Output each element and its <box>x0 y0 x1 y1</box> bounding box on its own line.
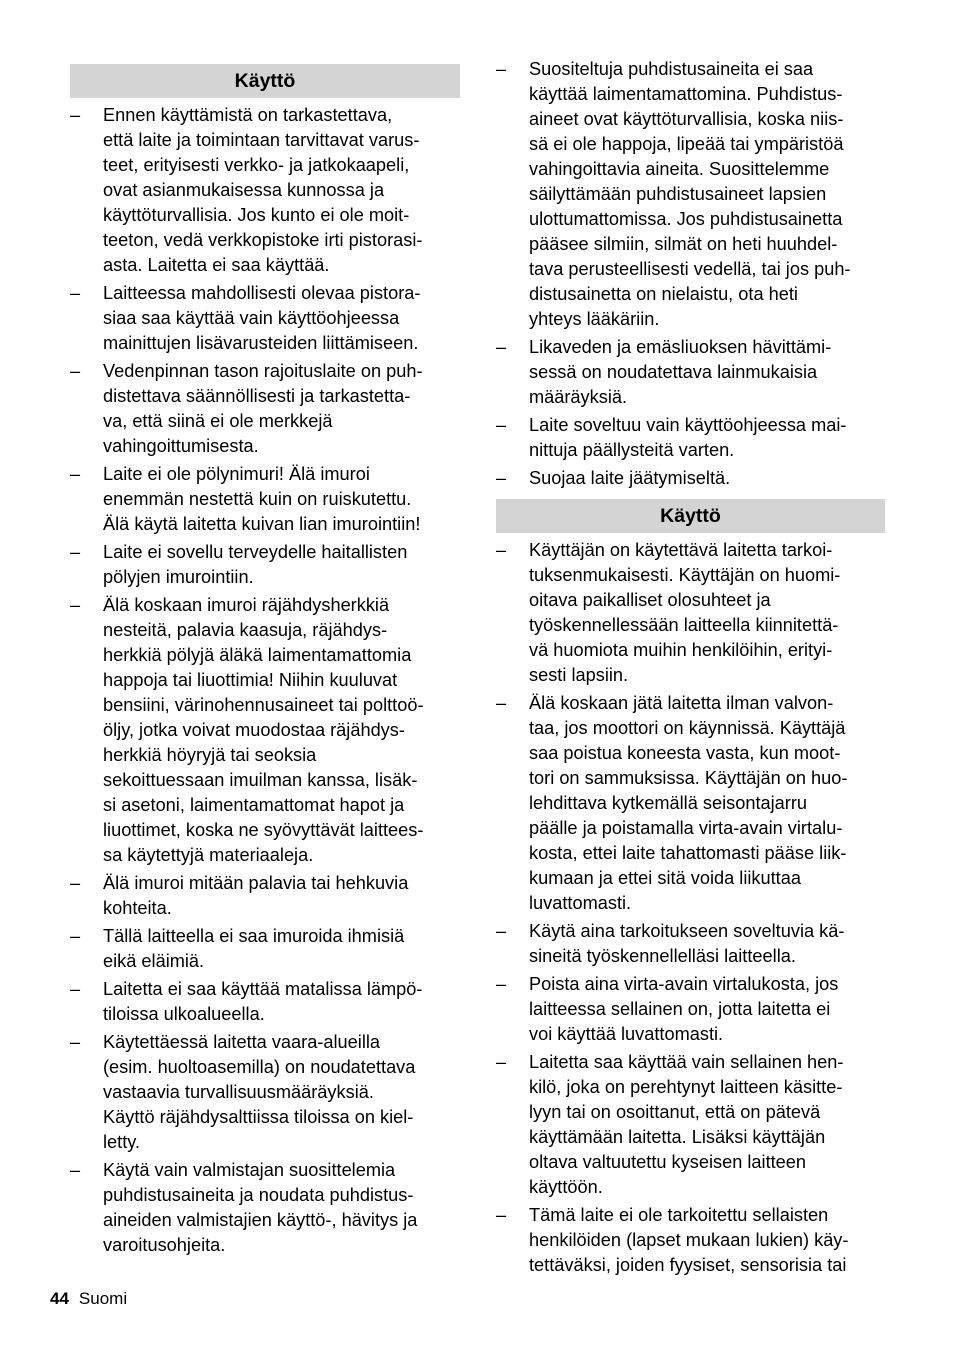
list-item-text-line: liuottimet, koska ne syövyttävät laittees- <box>103 820 424 840</box>
list-item-text-line: distusainetta on nielaistu, ota heti <box>529 284 798 304</box>
list-item <box>496 691 885 916</box>
list-item-text-line: varoitusohjeita. <box>103 1235 226 1255</box>
list-item-text-line: Suositeltuja puhdistusaineita ei saa <box>529 59 814 79</box>
list-item-text-line: käyttämään laitetta. Lisäksi käyttäjän <box>529 1127 826 1147</box>
list-item-text-line: tiloissa ulkoalueella. <box>103 1004 265 1024</box>
footer-language: Suomi <box>78 1289 128 1308</box>
right-bullet-list-top <box>496 57 885 491</box>
list-item-text-line: Laitetta ei saa käyttää matalissa lämpö- <box>103 979 423 999</box>
bullet-dash: – <box>70 464 81 484</box>
list-item-text-line: sesti lapsiin. <box>529 665 629 685</box>
bullet-dash: – <box>496 540 507 560</box>
list-item-text-line: ovat asianmukaisessa kunnossa ja <box>103 180 385 200</box>
bullet-dash: – <box>70 595 81 615</box>
bullet-dash: – <box>496 974 507 994</box>
bullet-dash: – <box>70 926 81 946</box>
list-item-text-line: si asetoni, laimentamattomat hapot ja <box>103 795 405 815</box>
list-item-text-line: bensiini, värinohennusaineet tai polttoö- <box>103 695 424 715</box>
bullet-dash: – <box>496 921 507 941</box>
list-item-text-line: Älä imuroi mitään palavia tai hehkuvia <box>103 873 409 893</box>
list-item <box>70 103 460 278</box>
left-column <box>70 64 460 1261</box>
list-item-text-line: päälle ja poistamalla virta-avain virtalu- <box>529 818 843 838</box>
list-item-text-line: mainittujen lisävarusteiden liittämiseen. <box>103 333 419 353</box>
bullet-dash: – <box>496 59 507 79</box>
list-item <box>496 972 885 1047</box>
list-item-text-line: sineitä työskennellelläsi laitteella. <box>529 946 796 966</box>
list-item-text-line: letty. <box>103 1132 141 1152</box>
list-item <box>496 413 885 463</box>
bullet-dash: – <box>496 1205 507 1225</box>
bullet-dash: – <box>70 361 81 381</box>
list-item-text-line: aineiden valmistajien käyttö-, hävitys ja <box>103 1210 418 1230</box>
bullet-dash: – <box>70 979 81 999</box>
list-item-text-line: Käytä aina tarkoitukseen soveltuvia kä- <box>529 921 845 941</box>
list-item-text-line: tori on sammuksissa. Käyttäjän on huo- <box>529 768 848 788</box>
list-item <box>70 359 460 459</box>
bullet-dash: – <box>70 542 81 562</box>
list-item-text-line: Käytettäessä laitetta vaara-alueilla <box>103 1032 381 1052</box>
list-item <box>496 466 885 491</box>
list-item <box>496 538 885 688</box>
list-item-text-line: teet, erityisesti verkko- ja jatkokaapeli, <box>103 155 410 175</box>
list-item-text-line: sekoittuessaan imuilman kanssa, lisäk- <box>103 770 418 790</box>
list-item-text-line: eikä eläimiä. <box>103 951 205 971</box>
list-item-text-line: Vedenpinnan tason rajoituslaite on puh- <box>103 361 423 381</box>
section-heading-kaytto-1: Käyttö <box>70 64 460 98</box>
list-item-text-line: sä ei ole happoja, lipeää tai ympäristöä <box>529 134 844 154</box>
list-item-text-line: teeton, vedä verkkopistoke irti pistorasi- <box>103 230 423 250</box>
list-item-text-line: vahingoittumisesta. <box>103 436 259 456</box>
list-item <box>70 871 460 921</box>
list-item-text-line: Laitetta saa käyttää vain sellainen hen- <box>529 1052 844 1072</box>
list-item-text-line: Älä koskaan jätä laitetta ilman valvon- <box>529 693 834 713</box>
left-bullet-list <box>70 103 460 1258</box>
list-item <box>70 1158 460 1258</box>
list-item-text-line: Käyttäjän on käytettävä laitetta tarkoi- <box>529 540 833 560</box>
list-item-text-line: tettäväksi, joiden fyysiset, sensorisia tai <box>529 1255 847 1275</box>
list-item-text-line: kumaan ja ettei sitä voida liikuttaa <box>529 868 801 888</box>
right-column <box>496 57 885 1281</box>
list-item-text-line: voi käyttää luvattomasti. <box>529 1024 724 1044</box>
bullet-dash: – <box>496 415 507 435</box>
list-item-text-line: että laite ja toimintaan tarvittavat varus- <box>103 130 420 150</box>
list-item-text-line: määräyksiä. <box>529 387 628 407</box>
list-item <box>496 335 885 410</box>
list-item-text-line: puhdistusaineita ja noudata puhdistus- <box>103 1185 414 1205</box>
list-item <box>70 924 460 974</box>
list-item <box>70 281 460 356</box>
list-item-text-line: laitteessa sellainen on, jotta laitetta ei <box>529 999 831 1019</box>
list-item-text-line: käyttöön. <box>529 1177 603 1197</box>
list-item-text-line: Ennen käyttämistä on tarkastettava, <box>103 105 393 125</box>
list-item <box>70 540 460 590</box>
list-item-text-line: Laite ei sovellu terveydelle haitallisten <box>103 542 408 562</box>
list-item-text-line: vahingoittavia aineita. Suosittelemme <box>529 159 830 179</box>
bullet-dash: – <box>70 873 81 893</box>
bullet-dash: – <box>70 105 81 125</box>
list-item-text-line: tava perusteellisesti vedellä, tai jos puh- <box>529 259 851 279</box>
list-item-text-line: oltava valtuutettu kyseisen laitteen <box>529 1152 807 1172</box>
list-item-text-line: säilyttämään puhdistusaineet lapsien <box>529 184 827 204</box>
list-item <box>70 1030 460 1155</box>
list-item-text-line: Poista aina virta-avain virtalukosta, jos <box>529 974 839 994</box>
list-item-text-line: happoja tai liuottimia! Niihin kuuluvat <box>103 670 398 690</box>
bullet-dash: – <box>496 693 507 713</box>
list-item <box>496 1050 885 1200</box>
list-item <box>496 919 885 969</box>
list-item-text-line: lyyn tai on osoittanut, että on pätevä <box>529 1102 821 1122</box>
list-item-text-line: taa, jos moottori on käynnissä. Käyttäjä <box>529 718 846 738</box>
list-item-text-line: sessä on noudatettava lainmukaisia <box>529 362 818 382</box>
list-item-text-line: Suojaa laite jäätymiseltä. <box>529 468 731 488</box>
list-item-text-line: (esim. huoltoasemilla) on noudatettava <box>103 1057 416 1077</box>
list-item <box>70 462 460 537</box>
list-item-text-line: kilö, joka on perehtynyt laitteen käsitte- <box>529 1077 843 1097</box>
list-item-text-line: va, että siinä ei ole merkkejä <box>103 411 333 431</box>
list-item-text-line: vastaavia turvallisuusmääräyksiä. <box>103 1082 374 1102</box>
list-item-text-line: kohteita. <box>103 898 172 918</box>
bullet-dash: – <box>496 468 507 488</box>
list-item <box>70 977 460 1027</box>
list-item <box>70 593 460 868</box>
list-item <box>496 57 885 332</box>
list-item-text-line: käyttöturvallisia. Jos kunto ei ole moit- <box>103 205 410 225</box>
list-item-text-line: Likaveden ja emäsliuoksen hävittämi- <box>529 337 832 357</box>
list-item-text-line: työskennellessään laitteella kiinnitettä- <box>529 615 839 635</box>
list-item-text-line: henkilöiden (lapset mukaan lukien) käy- <box>529 1230 849 1250</box>
list-item-text-line: saa poistua koneesta vasta, kun moot- <box>529 743 841 763</box>
list-item-text-line: asta. Laitetta ei saa käyttää. <box>103 255 330 275</box>
bullet-dash: – <box>70 1032 81 1052</box>
list-item-text-line: oitava paikalliset olosuhteet ja <box>529 590 771 610</box>
list-item-text-line: käyttää laimentamattomina. Puhdistus- <box>529 84 843 104</box>
list-item-text-line: nesteitä, palavia kaasuja, räjähdys- <box>103 620 388 640</box>
bullet-dash: – <box>496 1052 507 1072</box>
list-item-text-line: enemmän nestettä kuin on ruiskutettu. <box>103 489 412 509</box>
list-item-text-line: Laitteessa mahdollisesti olevaa pistora- <box>103 283 421 303</box>
list-item-text-line: Käyttö räjähdysalttiissa tiloissa on kiel- <box>103 1107 414 1127</box>
list-item-text-line: Laite soveltuu vain käyttöohjeessa mai- <box>529 415 847 435</box>
list-item-text-line: pölyjen imurointiin. <box>103 567 254 587</box>
section-heading-kaytto-2: Käyttö <box>496 499 885 533</box>
list-item-text-line: nittuja päällysteitä varten. <box>529 440 735 460</box>
list-item-text-line: pääsee silmiin, silmät on heti huuhdel- <box>529 234 838 254</box>
list-item-text-line: aineet ovat käyttöturvallisia, koska niis- <box>529 109 844 129</box>
list-item-text-line: yhteys lääkäriin. <box>529 309 660 329</box>
list-item <box>496 1203 885 1278</box>
list-item-text-line: Älä käytä laitetta kuivan lian imurointiin! <box>103 514 421 534</box>
list-item-text-line: Tällä laitteella ei saa imuroida ihmisiä <box>103 926 405 946</box>
list-item-text-line: Käytä vain valmistajan suosittelemia <box>103 1160 396 1180</box>
page-footer <box>50 1289 127 1309</box>
right-bullet-list-bottom <box>496 538 885 1278</box>
list-item-text-line: herkkiä höyryjä tai seoksia <box>103 745 317 765</box>
bullet-dash: – <box>70 1160 81 1180</box>
page-number: 44 <box>50 1289 69 1308</box>
list-item-text-line: tuksenmukaisesti. Käyttäjän on huomi- <box>529 565 841 585</box>
list-item-text-line: Tämä laite ei ole tarkoitettu sellaisten <box>529 1205 829 1225</box>
list-item-text-line: luvattomasti. <box>529 893 632 913</box>
list-item-text-line: vä huomiota muihin henkilöihin, erityi- <box>529 640 833 660</box>
list-item-text-line: Älä koskaan imuroi räjähdysherkkiä <box>103 595 390 615</box>
list-item-text-line: siaa saa käyttää vain käyttöohjeessa <box>103 308 400 328</box>
list-item-text-line: sa käytettyjä materiaaleja. <box>103 845 314 865</box>
list-item-text-line: lehdittava kytkemällä seisontajarru <box>529 793 807 813</box>
list-item-text-line: Laite ei ole pölynimuri! Älä imuroi <box>103 464 370 484</box>
bullet-dash: – <box>496 337 507 357</box>
list-item-text-line: öljy, jotka voivat muodostaa räjähdys- <box>103 720 405 740</box>
list-item-text-line: herkkiä pölyjä äläkä laimentamattomia <box>103 645 412 665</box>
list-item-text-line: kosta, ettei laite tahattomasti pääse liik- <box>529 843 847 863</box>
list-item-text-line: ulottumattomissa. Jos puhdistusainetta <box>529 209 843 229</box>
bullet-dash: – <box>70 283 81 303</box>
list-item-text-line: distettava säännöllisesti ja tarkastetta- <box>103 386 411 406</box>
